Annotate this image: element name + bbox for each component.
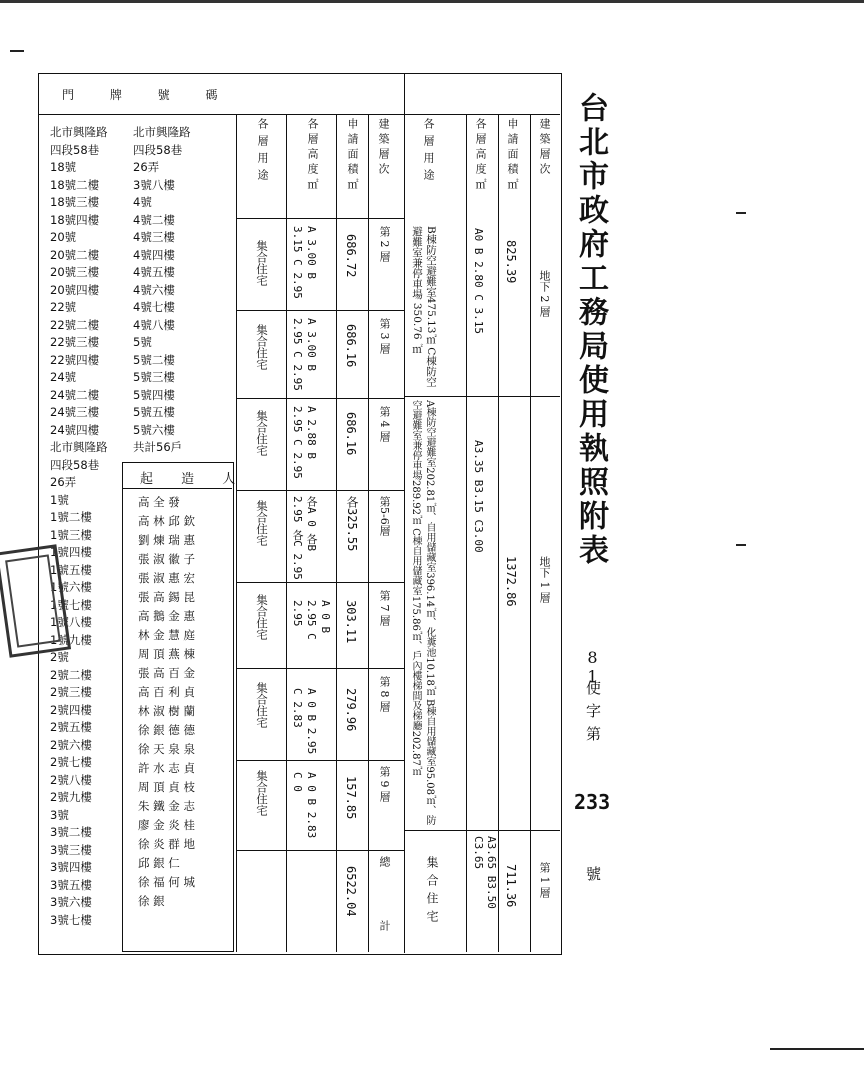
margin-mark (736, 212, 746, 214)
list-item: 22號 (50, 300, 77, 314)
list-item: 2號五樓 (50, 720, 92, 734)
lower-floor-9: 第 9 層 (378, 766, 391, 802)
list-item: 張 高 錫 昆 (138, 590, 195, 604)
scan-edge-top (0, 0, 864, 3)
list-item: 1號五樓 (50, 562, 92, 577)
mid-address-list (133, 124, 191, 457)
upper-floor-b1: 地下 1 層 (538, 556, 551, 603)
upper-col-rule (498, 114, 499, 952)
list-item: 24號 (50, 370, 77, 384)
upper-col-rule (530, 114, 531, 952)
lower-row-rule (236, 760, 404, 761)
list-item: 3號五樓 (50, 877, 92, 892)
list-item: 5號二樓 (133, 352, 175, 367)
list-item: 2號六樓 (50, 737, 92, 752)
lower-use-9: 集合住宅 (255, 770, 269, 816)
permit-number: 233 (574, 790, 611, 814)
list-item: 4號六樓 (133, 282, 175, 297)
list-item: 高 全 發 (138, 495, 180, 509)
left-address-list (50, 124, 108, 929)
lower-use-8: 集合住宅 (255, 682, 269, 728)
upper-area-b1: 1372.86 (504, 556, 518, 607)
list-item: 4號八樓 (133, 317, 175, 332)
lower-floor-2: 第 2 層 (378, 226, 391, 262)
lower-area-2: 686.72 (344, 234, 358, 278)
upper-use-b2: B棟防空避難室475.13㎡ C棟防空避難室兼停車場 350.76 ㎡ (411, 226, 437, 387)
lower-col-rule (336, 114, 337, 952)
page-title: 台北市政府工務局使用執照附表 (573, 92, 608, 568)
doorplate-header: 門 牌 號 碼 (62, 88, 234, 102)
list-item: 22號三樓 (50, 335, 100, 349)
list-item: 2號 (50, 650, 69, 664)
lower-area-3: 686.16 (344, 324, 358, 368)
list-item: 北市興隆路 (133, 125, 191, 139)
list-item: 3號 (50, 807, 69, 822)
lower-area-7: 303.11 (344, 600, 358, 644)
list-item: 4號三樓 (133, 230, 175, 244)
lower-use-3: 集合住宅 (255, 324, 269, 370)
list-item: 1號四樓 (50, 545, 92, 559)
list-item: 20號 (50, 230, 77, 244)
list-item: 共計56戶 (133, 440, 183, 454)
list-item: 5號五樓 (133, 405, 175, 419)
list-item: 4號七樓 (133, 300, 175, 314)
list-item: 徐 福 何 城 (138, 875, 195, 889)
lower-area-8: 279.96 (344, 688, 358, 732)
list-item: 5號六樓 (133, 422, 175, 437)
lower-row-rule (236, 218, 404, 219)
list-item: 2號七樓 (50, 755, 92, 769)
list-item: 4號五樓 (133, 265, 175, 279)
table-divider-main (236, 114, 237, 952)
list-item: 徐 炎 群 地 (138, 837, 195, 851)
list-item: 5號三樓 (133, 370, 175, 384)
lower-label-use: 各層用途 (256, 118, 269, 186)
list-item: 北市興隆路 (50, 440, 108, 454)
upper-floor-b2: 地下 2 層 (538, 270, 551, 317)
list-item: 張 淑 徽 子 (138, 552, 195, 566)
list-item: 20號四樓 (50, 282, 100, 297)
permit-suffix: 號 (584, 866, 602, 881)
list-item: 張 高 百 金 (138, 666, 195, 680)
lower-height-3: A 3.00 B 2.95 C 2.95 (291, 318, 318, 391)
list-item: 北市興隆路 (50, 125, 108, 139)
upper-label-area: 申請面積㎡ (506, 118, 519, 193)
lower-floor-7: 第 7 層 (378, 590, 391, 626)
lower-row-rule (236, 398, 404, 399)
list-item: 周 頂 貞 枝 (138, 780, 195, 794)
list-item: 1號八樓 (50, 615, 92, 629)
list-item: 24號二樓 (50, 387, 100, 402)
upper-floor-1: 第 1 層 (538, 862, 551, 898)
lower-floor-3: 第 3 層 (378, 318, 391, 354)
list-item: 18號 (50, 160, 77, 174)
list-item: 四段58巷 (50, 457, 100, 472)
list-item: 3號二樓 (50, 825, 92, 839)
list-item: 高 林 邱 欽 (138, 514, 195, 528)
upper-label-use: 各層用途 (422, 118, 435, 186)
lower-height-9: A 0 B 2.83 C 0 (291, 772, 318, 839)
upper-use-1: 集合住宅 (425, 856, 439, 928)
list-item: 1號九樓 (50, 632, 92, 647)
list-item: 26弄 (50, 475, 77, 489)
list-item: 劉 煉 瑞 惠 (138, 533, 195, 547)
lower-height-4: A 2.88 B 2.95 C 2.95 (291, 406, 318, 479)
list-item: 徐 銀 (138, 894, 165, 908)
upper-height-1: A3.65 B3.50 C3.65 (472, 836, 498, 909)
list-item: 3號七樓 (50, 912, 92, 927)
list-item: 22號二樓 (50, 317, 100, 332)
lower-col-rule (368, 114, 369, 952)
list-item: 徐 天 泉 泉 (138, 742, 195, 756)
list-item: 3號三樓 (50, 842, 92, 857)
list-item: 4號 (133, 195, 152, 209)
list-item: 2號二樓 (50, 667, 92, 682)
scan-edge-right (770, 1048, 864, 1050)
upper-label-floor: 建築層次 (538, 118, 551, 178)
list-item: 四段58巷 (50, 142, 100, 157)
list-item: 3號八樓 (133, 177, 175, 192)
lower-row-rule (236, 490, 404, 491)
permit-prefix: 使字第 (584, 680, 602, 749)
upper-label-height: 各層高度㎡ (474, 118, 487, 193)
upper-height-b1: A3.35 B3.15 C3.00 (472, 440, 485, 553)
lower-label-height: 各層高度㎡ (306, 118, 319, 193)
list-item: 周 頂 燕 棟 (138, 647, 195, 661)
lower-row-rule (236, 114, 404, 115)
list-item: 1號三樓 (50, 527, 92, 542)
list-item: 1號七樓 (50, 597, 92, 612)
list-item: 20號三樓 (50, 265, 100, 279)
lower-row-rule (236, 850, 404, 851)
builder-header-rule (122, 488, 232, 489)
lower-area-5-6: 各325.55 (345, 496, 359, 552)
upper-row-rule (404, 830, 560, 831)
list-item: 徐 銀 德 德 (138, 723, 195, 737)
lower-height-7: A 0 B 2.95 C 2.95 (291, 600, 332, 640)
header-rule (38, 114, 236, 115)
list-item: 1號二樓 (50, 510, 92, 524)
upper-table-left-rule (404, 73, 405, 953)
lower-use-2: 集合住宅 (255, 240, 269, 286)
upper-area-1: 711.36 (504, 864, 518, 908)
upper-height-b2: A0 B 2.80 C 3.15 (472, 228, 485, 334)
upper-row-rule (404, 114, 560, 115)
lower-use-4: 集合住宅 (255, 410, 269, 456)
lower-height-5-6: 各A 0 各B 2.95 各C 2.95 (291, 496, 318, 580)
list-item: 3號四樓 (50, 860, 92, 874)
list-item: 20號二樓 (50, 247, 100, 262)
list-item: 林 金 慧 庭 (138, 628, 195, 642)
list-item: 2號九樓 (50, 790, 92, 804)
builder-header: 起 造 人 (140, 472, 248, 487)
lower-height-2: A 3.00 B 3.15 C 2.95 (291, 226, 318, 299)
lower-floor-4: 第 4 層 (378, 406, 391, 442)
upper-area-b2: 825.39 (504, 240, 518, 284)
list-item: 24號四樓 (50, 422, 100, 437)
list-item: 26弄 (133, 160, 160, 174)
lower-area-9: 157.85 (344, 776, 358, 820)
margin-mark (10, 50, 24, 52)
list-item: 張 淑 惠 宏 (138, 571, 195, 585)
list-item: 2號八樓 (50, 772, 92, 787)
list-item: 3號六樓 (50, 895, 92, 909)
list-item: 2號三樓 (50, 685, 92, 699)
list-item: 許 水 志 貞 (138, 761, 195, 775)
list-item: 廖 金 炎 桂 (138, 818, 195, 832)
list-item: 高 百 利 貞 (138, 685, 195, 699)
upper-row-rule (404, 396, 560, 397)
upper-col-rule (466, 114, 467, 952)
list-item: 5號四樓 (133, 387, 175, 402)
lower-row-rule (236, 310, 404, 311)
list-item: 林 淑 樹 蘭 (138, 704, 195, 718)
list-item: 4號四樓 (133, 247, 175, 262)
list-item: 朱 鐵 金 志 (138, 799, 195, 813)
upper-use-b1: A棟防空避難室202.81㎡、自用儲藏室396.14㎡、化糞池10.18㎡ B棟自用儲藏室95.08㎡、防空避難室兼停車場289.92㎡ C棟自用儲藏室175.86㎡、戶內樓梯間及梯廳202.87㎡ (410, 400, 435, 825)
lower-floor-5-6: 第5-6層 (378, 496, 391, 536)
lower-area-total: 6522.04 (344, 866, 358, 917)
list-item: 24號三樓 (50, 405, 100, 419)
list-item: 1號六樓 (50, 580, 92, 594)
margin-mark (736, 544, 746, 546)
lower-use-7: 集合住宅 (255, 594, 269, 640)
lower-col-rule (286, 114, 287, 952)
lower-label-floor: 建築層次 (377, 118, 390, 178)
permit-year: 81 (583, 648, 602, 686)
lower-use-5-6: 集合住宅 (255, 500, 269, 546)
lower-row-rule (236, 582, 404, 583)
list-item: 2號四樓 (50, 702, 92, 717)
list-item: 18號三樓 (50, 195, 100, 209)
list-item: 1號 (50, 492, 69, 507)
list-item: 22號四樓 (50, 352, 100, 367)
lower-row-rule (236, 668, 404, 669)
list-item: 5號 (133, 335, 152, 349)
list-item: 18號二樓 (50, 177, 100, 192)
list-item: 4號二樓 (133, 212, 175, 227)
lower-height-8: A 0 B 2.95 C 2.83 (291, 688, 318, 755)
lower-floor-total: 總 計 (378, 856, 391, 951)
list-item: 18號四樓 (50, 212, 100, 227)
lower-floor-8: 第 8 層 (378, 676, 391, 712)
lower-label-area: 申請面積㎡ (346, 118, 359, 193)
list-item: 四段58巷 (133, 142, 183, 157)
lower-area-4: 686.16 (344, 412, 358, 456)
list-item: 邱 銀 仁 (138, 856, 180, 870)
list-item: 高 鵝 金 惠 (138, 609, 195, 623)
